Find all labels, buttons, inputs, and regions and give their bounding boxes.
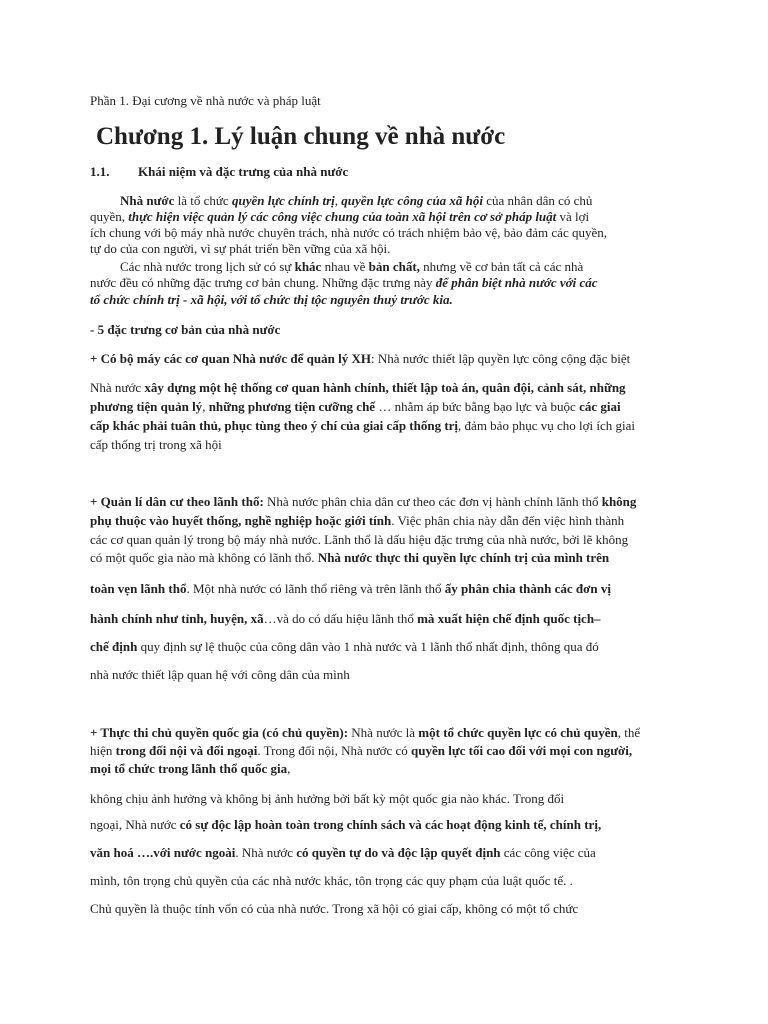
f3-line-8: Chủ quyền là thuộc tính vốn có của nhà nước. Trong xã hội có giai cấp, không có một tổ chức <box>90 901 579 916</box>
text: của nhân dân có chủ <box>483 193 593 208</box>
p1-line-1 <box>120 193 592 209</box>
text: . Một nhà nước có lãnh thổ riêng và trên lãnh thổ <box>186 581 445 596</box>
f2-line-8: nhà nước thiết lập quan hệ với công dân của mình <box>90 667 350 682</box>
text-bold: mà xuất hiện chế định quốc tịch– <box>417 611 601 626</box>
five-features-heading <box>90 322 280 338</box>
text: , thể <box>617 725 641 740</box>
text-bold: một tổ chức quyền lực có chủ quyền <box>418 725 618 740</box>
f3-line-1 <box>90 725 640 741</box>
text: : Nhà nước thiết lập quyền lực công cộng đặc biệt <box>370 351 631 366</box>
text-emph: để phân biệt nhà nước với các <box>435 275 598 290</box>
text: , <box>202 399 209 414</box>
chapter-title: Chương 1. Lý luận chung về nhà nước <box>96 123 506 150</box>
text: là tổ chức <box>174 193 232 208</box>
text: nhưng về cơ bản tất cả các nhà <box>419 259 584 274</box>
text-bold: mọi tổ chức trong lãnh thổ quốc gia <box>90 761 288 776</box>
text: Nhà nước phân chia dân cư theo các đơn vị hành chính lãnh thổ <box>263 494 602 509</box>
text: nhau về <box>321 259 369 274</box>
text: ngoại, Nhà nước <box>90 817 180 832</box>
f1-line-5: cấp thống trị trong xã hội <box>90 437 222 452</box>
text-bold: có quyền tự do và độc lập quyết định <box>296 845 501 860</box>
f2-line-7 <box>90 639 599 655</box>
section-title: Khái niệm và đặc trưng của nhà nước <box>138 164 349 179</box>
text-bold: toàn vẹn lãnh thổ <box>90 581 187 596</box>
text-bold: + Thực thi chủ quyền quốc gia (có chủ quyền): <box>90 725 349 740</box>
f1-line-3 <box>90 399 621 415</box>
text: , đảm bảo phục vụ cho lợi ích giai <box>458 418 635 433</box>
text: Nhà nước là <box>348 725 419 740</box>
text-bold: ấy phân chia thành các đơn vị <box>444 581 611 596</box>
f2-line-5 <box>90 581 611 597</box>
part-header: Phần 1. Đại cương về nhà nước và pháp luật <box>90 93 321 108</box>
text-bold: xây dựng một hệ thống cơ quan hành chính, thiết lập toà án, quân đội, cảnh sát, những <box>144 380 626 395</box>
p1-line-3: ích chung với bộ máy nhà nước chuyên trách, nhà nước có trách nhiệm bảo vệ, bảo đảm các quyền, <box>90 225 607 240</box>
f1-line-2 <box>90 380 626 396</box>
text-emph: quyền lực công của xã hội <box>341 193 484 208</box>
text-bold: phụ thuộc vào huyết thống, nghề nghiệp hoặc giới tính <box>90 513 392 528</box>
text: …và do có dấu hiệu lãnh thổ <box>263 611 418 626</box>
text-bold: - 5 đặc trưng cơ bản của nhà nước <box>90 322 281 337</box>
f3-line-2 <box>90 743 632 759</box>
text: quy định sự lệ thuộc của công dân vào 1 nhà nước và 1 lãnh thổ nhất định, thông qua đó <box>137 639 599 654</box>
text: các công việc của <box>500 845 596 860</box>
text: và lợi <box>556 209 590 224</box>
text-bold: + Quản lí dân cư theo lãnh thổ: <box>90 494 264 509</box>
f3-line-4: không chịu ảnh hưởng và không bị ảnh hưởng bởi bất kỳ một quốc gia nào khác. Trong đối <box>90 791 565 806</box>
section-number: 1.1. <box>90 164 110 179</box>
section-heading <box>90 164 348 180</box>
text-bold: phương tiện quản lý <box>90 399 203 414</box>
p2-line-3: tổ chức chính trị - xã hội, với tổ chức thị tộc nguyên thuỷ trước kia. <box>90 292 453 307</box>
f2-line-2 <box>90 513 624 529</box>
text-bold: không <box>601 494 637 509</box>
f2-line-6 <box>90 611 601 627</box>
text-emph: quyền lực chính trị <box>231 193 335 208</box>
text: Nhà nước <box>90 380 145 395</box>
text-bold: các giai <box>579 399 621 414</box>
text-bold: văn hoá ….với nước ngoài <box>90 845 236 860</box>
text: . Việc phân chia này dẫn đến việc hình thành <box>391 513 625 528</box>
f3-line-5 <box>90 817 601 833</box>
f2-line-3: các cơ quan quản lý trong bộ máy nhà nước. Lãnh thổ là dấu hiệu đặc trưng của nhà nước, bởi lẽ không <box>90 532 629 547</box>
text-emph: thực hiện việc quản lý các công việc chung của toàn xã hội trên cơ sở pháp luật <box>128 209 557 224</box>
text-bold: bản chất, <box>368 259 420 274</box>
text: quyền, <box>90 209 129 224</box>
text-bold: hành chính như tỉnh, huyện, xã <box>90 611 264 626</box>
text-bold: trong đối nội và đối ngoại <box>115 743 258 758</box>
text: , <box>287 761 291 776</box>
f3-line-6 <box>90 845 596 861</box>
text-bold: Nhà nước <box>120 193 175 208</box>
text-bold: khác <box>294 259 322 274</box>
text: hiện <box>90 743 116 758</box>
text: . Trong đối nội, Nhà nước có <box>257 743 412 758</box>
text: Các nhà nước trong lịch sử có sự <box>120 259 295 274</box>
f3-line-3 <box>90 761 290 777</box>
f1-line-1 <box>90 351 630 367</box>
p1-line-2 <box>90 209 589 225</box>
text: … nhằm áp bức bằng bạo lực và buộc <box>375 399 580 414</box>
p2-line-2 <box>90 275 598 291</box>
f2-line-4 <box>90 550 609 566</box>
text: có một quốc gia nào mà không có lãnh thổ. <box>90 550 318 565</box>
f2-line-1 <box>90 494 636 510</box>
text: . Nhà nước <box>235 845 297 860</box>
text-bold: Nhà nước thực thi quyền lực chính trị của mình trên <box>317 550 610 565</box>
f3-line-7: mình, tôn trọng chủ quyền của các nhà nước khác, tôn trọng các quy phạm của luật quốc tế. . <box>90 873 573 888</box>
text-bold: những phương tiện cưỡng chế <box>208 399 376 414</box>
text-bold: + Có bộ máy các cơ quan Nhà nước để quản lý XH <box>90 351 371 366</box>
f1-line-4 <box>90 418 635 434</box>
p1-line-4: tự do của con người, vì sự phát triển bền vững của xã hội. <box>90 241 391 256</box>
text: , <box>334 193 342 208</box>
text-bold: chế định <box>90 639 138 654</box>
p2-line-1 <box>120 259 583 275</box>
text-bold: có sự độc lập hoàn toàn trong chính sách và các hoạt động kinh tế, chính trị, <box>179 817 602 832</box>
text-bold: cấp khác phải tuân thủ, phục tùng theo ý chí của giai cấp thống trị <box>90 418 459 433</box>
text: nước đều có những đặc trưng cơ bản chung. Những đặc trưng này <box>90 275 436 290</box>
text-bold: quyền lực tối cao đối với mọi con người, <box>411 743 633 758</box>
